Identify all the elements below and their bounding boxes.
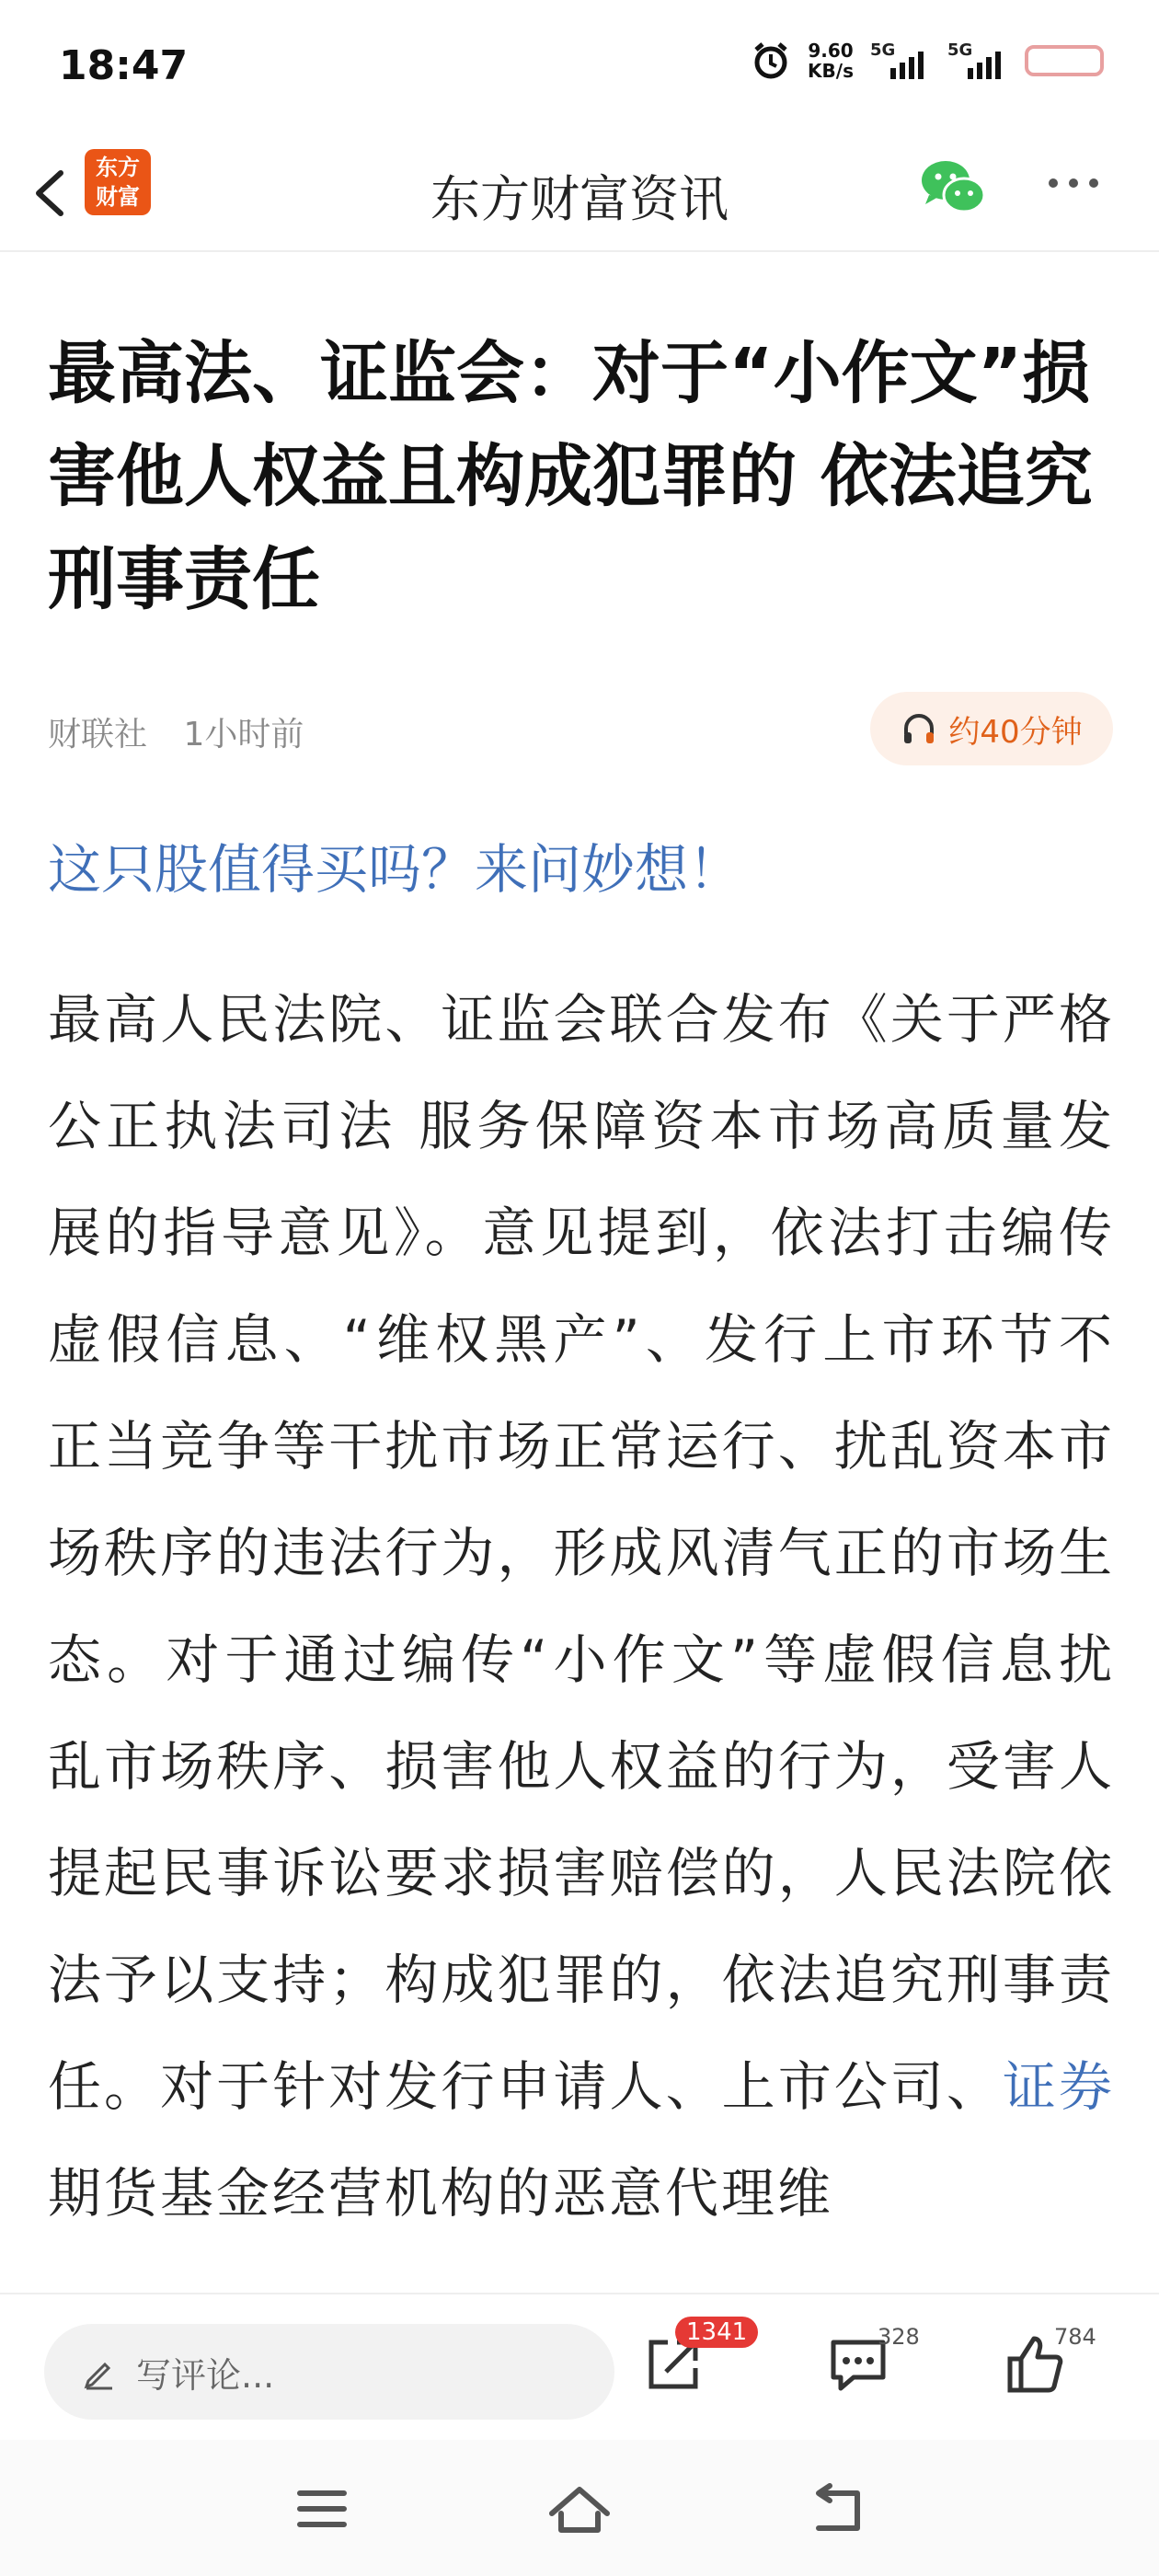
listen-button[interactable] xyxy=(870,692,1113,765)
battery-icon xyxy=(1025,45,1104,76)
back-icon[interactable] xyxy=(800,2477,874,2541)
article-time: 1小时前 xyxy=(183,716,304,753)
article-body-text xyxy=(48,966,1115,2247)
signal-icon xyxy=(870,42,931,79)
alarm-icon xyxy=(751,40,791,81)
pencil-icon xyxy=(81,2353,118,2390)
page-title: 东方财富资讯 xyxy=(430,170,729,228)
body-paragraph: 最高人民法院、证监会联合发布《关于严格公正执法司法 服务保障资本市场高质量发展的指导意见》。意见提到，依法打击编传虚假信息、“维权黑产”、发行上市环节不正当竞争等干扰市场正常运行、扰乱资本市场秩序的违法行为，形成风清气正的市场生态。对于通过编传“小作文”等虚假信息扰乱市场秩序、损害他人权益的行为，受害人提起民事诉讼要求损害赔偿的，人民法院依法予以支持；构成犯罪的，依法追究刑事责任。对于针对发行申请人、上市公司、 xyxy=(48,988,1115,2118)
promo-link[interactable]: 这只股值得买吗？来问妙想！ xyxy=(48,838,742,901)
listen-duration: 约40分钟 xyxy=(948,713,1083,751)
status-time: 18:47 xyxy=(59,42,189,89)
comments-button[interactable] xyxy=(826,2324,920,2405)
home-icon[interactable] xyxy=(543,2477,616,2541)
comment-placeholder: 写评论... xyxy=(136,2354,275,2396)
share-button[interactable] xyxy=(640,2318,748,2405)
article-meta xyxy=(48,708,304,755)
network-speed xyxy=(808,40,854,81)
stock-keyword-link[interactable]: 证券 xyxy=(1002,2055,1115,2118)
network-speed-unit: KB/s xyxy=(808,60,854,82)
network-speed-value: 9.60 xyxy=(808,40,854,62)
more-options-icon[interactable] xyxy=(1049,169,1113,197)
logo-text: 财富 xyxy=(96,184,140,210)
signal-label: 5G xyxy=(947,40,973,60)
action-bar xyxy=(0,2293,1159,2442)
app-header xyxy=(0,138,1159,252)
article-body xyxy=(48,966,1115,2291)
status-bar xyxy=(0,0,1159,138)
like-count: 784 xyxy=(1054,2324,1096,2350)
signal-icon xyxy=(947,42,1008,79)
status-icons xyxy=(751,40,1104,81)
article-source: 财联社 xyxy=(48,716,148,753)
body-paragraph-tail: 期货基金经营机构的恶意代理维 xyxy=(48,2162,834,2225)
wechat-share-icon[interactable] xyxy=(916,149,990,223)
headphones-icon xyxy=(901,710,937,747)
comment-input[interactable] xyxy=(44,2324,614,2420)
article-title: 最高法、证监会：对于“小作文”损害他人权益且构成犯罪的 依法追究刑事责任 xyxy=(48,334,1093,619)
logo-text: 东方 xyxy=(96,155,140,180)
menu-icon[interactable] xyxy=(285,2477,359,2541)
share-count-badge: 1341 xyxy=(675,2317,758,2348)
signal-label: 5G xyxy=(870,40,896,60)
like-button[interactable] xyxy=(1003,2324,1096,2405)
comment-count: 328 xyxy=(878,2324,920,2350)
system-nav-bar xyxy=(0,2440,1159,2576)
